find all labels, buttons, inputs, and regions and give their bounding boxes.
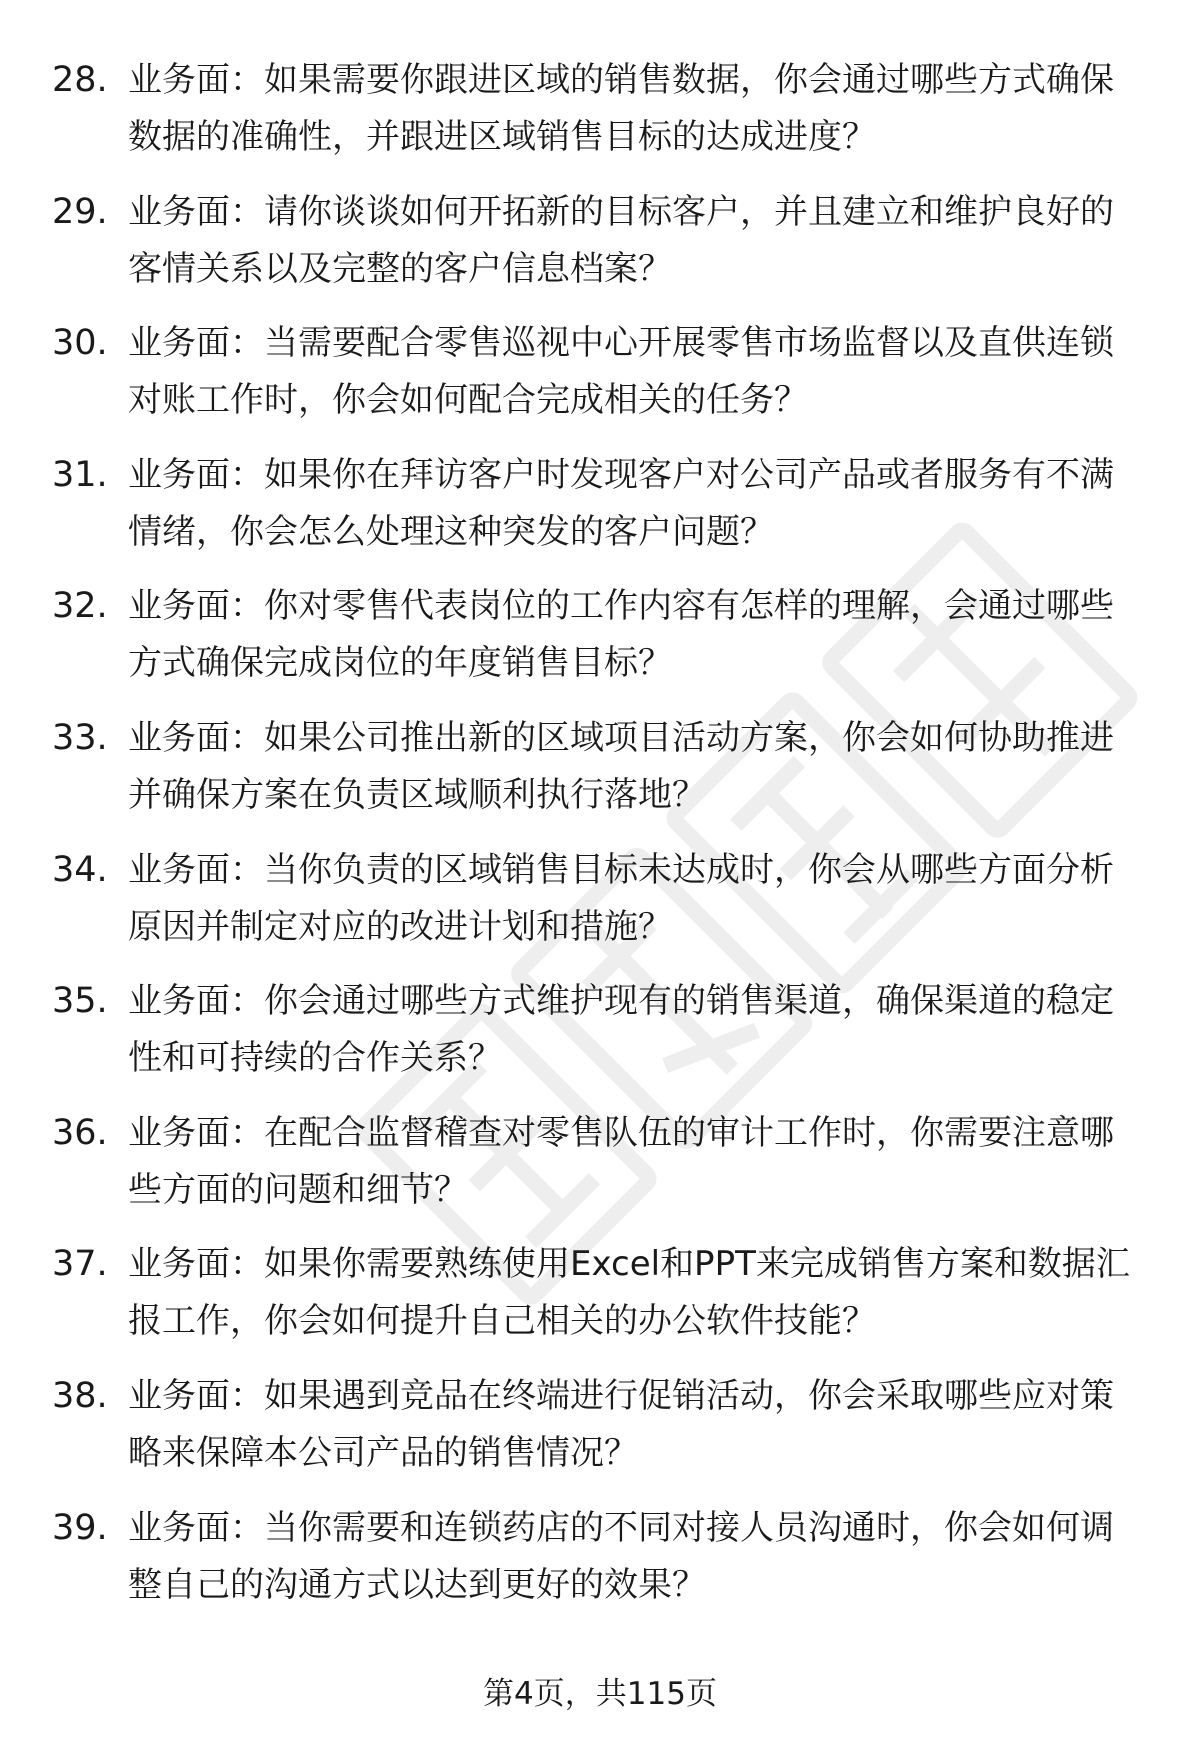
question-text: 业务面：你对零售代表岗位的工作内容有怎样的理解，会通过哪些方式确保完成岗位的年度销售目标？ — [128, 586, 1114, 684]
question-text: 业务面：你会通过哪些方式维护现有的销售渠道，确保渠道的稳定性和可持续的合作关系？ — [128, 981, 1114, 1079]
question-number: 32. — [52, 586, 108, 627]
question-text: 业务面：当你负责的区域销售目标未达成时，你会从哪些方面分析原因并制定对应的改进计划和措施？ — [128, 849, 1114, 947]
question-number: 33. — [52, 717, 108, 758]
question-number: 35. — [52, 981, 108, 1022]
question-number: 36. — [52, 1112, 108, 1153]
question-item — [0, 710, 1200, 842]
page-footer — [0, 1672, 1200, 1716]
question-text: 业务面：当你需要和连锁药店的不同对接人员沟通时，你会如何调整自己的沟通方式以达到更好的效果？ — [128, 1507, 1114, 1605]
question-item — [0, 973, 1200, 1105]
question-item — [0, 578, 1200, 710]
question-number: 37. — [52, 1244, 108, 1285]
question-item — [0, 1105, 1200, 1237]
question-item — [0, 447, 1200, 579]
question-number: 34. — [52, 849, 108, 890]
question-text: 业务面：在配合监督稽查对零售队伍的审计工作时，你需要注意哪些方面的问题和细节？ — [128, 1112, 1114, 1210]
question-item — [0, 184, 1200, 316]
question-item — [0, 1368, 1200, 1500]
question-number: 29. — [52, 191, 108, 232]
question-text: 业务面：当需要配合零售巡视中心开展零售市场监督以及直供连锁对账工作时，你会如何配合完成相关的任务？ — [128, 323, 1114, 421]
question-item — [0, 1500, 1200, 1632]
question-number: 39. — [52, 1507, 108, 1548]
question-text: 业务面：如果需要你跟进区域的销售数据，你会通过哪些方式确保数据的准确性，并跟进区域销售目标的达成进度？ — [128, 60, 1114, 157]
question-text: 业务面：如果公司推出新的区域项目活动方案，你会如何协助推进并确保方案在负责区域顺利执行落地？ — [128, 717, 1114, 815]
question-item — [0, 52, 1200, 184]
question-text: 业务面：如果你在拜访客户时发现客户对公司产品或者服务有不满情绪，你会怎么处理这种突发的客户问题？ — [128, 454, 1114, 552]
question-item — [0, 842, 1200, 974]
question-text: 业务面：请你谈谈如何开拓新的目标客户，并且建立和维护良好的客情关系以及完整的客户信息档案？ — [128, 191, 1114, 289]
question-text: 业务面：如果你需要熟练使用Excel和PPT来完成销售方案和数据汇报工作，你会如何提升自己相关的办公软件技能？ — [128, 1244, 1130, 1342]
question-number: 30. — [52, 323, 108, 364]
question-text: 业务面：如果遇到竞品在终端进行促销活动，你会采取哪些应对策略来保障本公司产品的销售情况？ — [128, 1375, 1114, 1473]
question-item — [0, 1236, 1200, 1368]
question-number: 38. — [52, 1375, 108, 1416]
page-number-label: 第4页，共115页 — [483, 1676, 717, 1712]
question-list — [0, 52, 1200, 1631]
question-number: 31. — [52, 454, 108, 495]
question-number: 28. — [52, 60, 108, 100]
question-item — [0, 315, 1200, 447]
